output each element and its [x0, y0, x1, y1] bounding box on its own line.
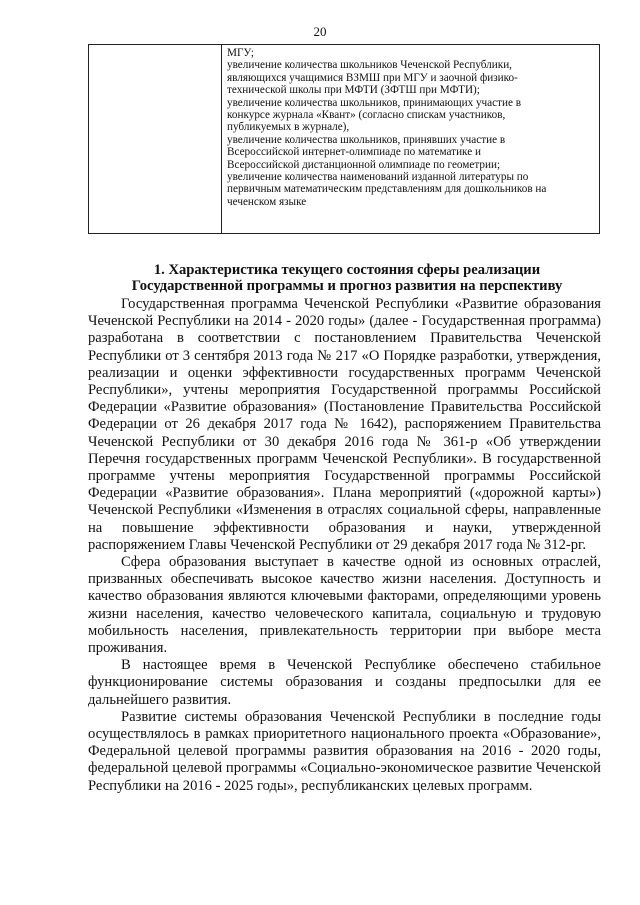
- paragraph-education-sphere: Сфера образования выступает в качестве одной из основных отраслей, призванных обеспечивать высокое качество жизни населения. Доступность и качество образования являются ключевыми факторами, определяющими уровень жизни населения, качество человеческого капитала, социальную и трудовую мобильность населения, привлекательность территории при выборе места проживания.: [88, 554, 601, 657]
- table-cell-line: Всероссийской дистанционной олимпиаде по геометрии;: [227, 158, 501, 171]
- paragraph-program-basis: Государственная программа Чеченской Республики «Развитие образования Чеченской Республики на 2014 - 2020 годы» (далее - Государственная программа) разработана в соответствии с постановлением Правительства Чеченской Республики от 3 сентября 2013 года № 217 «О Порядке разработки, утверждения, реализации и оценки эффективности государственных программ Чеченской Республики», учтены мероприятия Государственной программы Российской Федерации «Развитие образования» (Постановление Правительства Российской Федерации от 26 декабря 2017 года № 1642), распоряжением Правительства Чеченской Республики от 30 декабря 2016 года № 361-р «Об утверждении Перечня государственных программ Чеченской Республики». В государственной программе учтены мероприятия Государственной программы Российской Федерации «Развитие образования». Плана мероприятий («дорожной карты») Чеченской Республики «Изменения в отраслях социальной сферы, направленные на повышение эффективности образования и науки, утвержденной распоряжением Главы Чеченской Республики от 29 декабря 2017 года № 312-рг.: [88, 296, 601, 553]
- section-heading-line-2: Государственной программы и прогноз развития на перспективу: [131, 278, 563, 294]
- paragraph-current-state: В настоящее время в Чеченской Республике обеспечено стабильное функционирование системы образования и созданы предпосылки для ее дальнейшего развития.: [88, 657, 601, 708]
- table-cell-line: Всероссийской интернет-олимпиаде по математике и: [227, 146, 481, 159]
- table-cell-line: чеченском языке: [227, 195, 307, 208]
- table-cell-line: увеличение количества школьников, принимающих участие в: [227, 96, 522, 109]
- section-heading: [100, 262, 594, 294]
- page-number: 20: [313, 24, 327, 39]
- table-cell-line: технической школы при МФТИ (ЗФТШ при МФТИ);: [227, 84, 480, 97]
- table-column-divider: [221, 45, 222, 233]
- body-text: [88, 296, 601, 795]
- table-cell-line: увеличение количества наименований изданной литературы по: [227, 171, 529, 184]
- table-cell-line: МГУ;: [227, 47, 255, 59]
- indicators-table: [88, 44, 600, 234]
- table-cell-line: публикуемых в журнале),: [227, 121, 350, 134]
- table-cell-line: конкурсе журнала «Квант» (согласно спискам участников,: [227, 109, 506, 122]
- table-cell-line: являющихся учащимися ВЗМШ при МГУ и заочной физико-: [227, 71, 518, 84]
- table-cell-line: увеличение количества школьников Чеченской Республики,: [227, 59, 512, 72]
- section-heading-line-1: 1. Характеристика текущего состояния сферы реализации: [153, 262, 541, 278]
- table-cell-expected-results: [227, 47, 593, 208]
- table-cell-line: увеличение количества школьников, принявших участие в: [227, 133, 506, 146]
- paragraph-development-history: Развитие системы образования Чеченской Республики в последние годы осуществлялось в рамках приоритетного национального проекта «Образование», Федеральной целевой программы развития образования на 2016 - 2020 годы, федеральной целевой программы «Социально-экономическое развитие Чеченской Республики на 2016 - 2025 годы», республиканских целевых программ.: [88, 708, 601, 794]
- table-cell-line: первичным математическим представлениям для дошкольников на: [227, 183, 547, 196]
